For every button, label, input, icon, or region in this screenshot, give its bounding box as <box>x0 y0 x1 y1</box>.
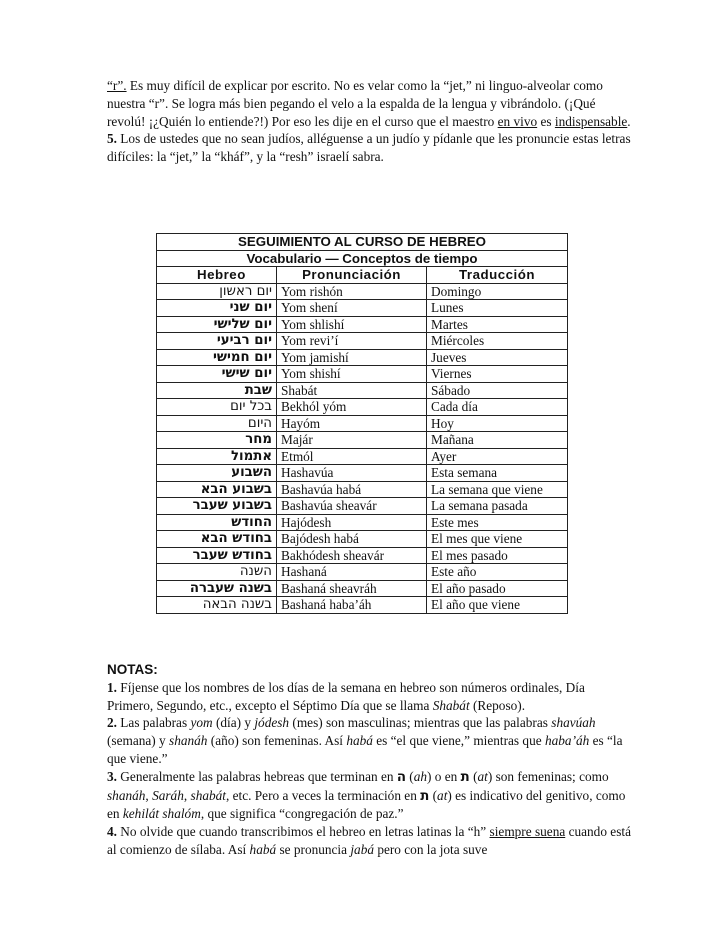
pron-cell: Etmól <box>277 448 427 465</box>
table-row <box>157 498 568 515</box>
note-3 <box>107 768 632 823</box>
hebrew-cell: יום שישי <box>157 366 277 383</box>
trad-cell: Viernes <box>427 366 568 383</box>
note-4-haba: habá <box>249 841 277 857</box>
note-3-text-d: ( <box>469 768 478 784</box>
note-1-text: Fíjense que los nombres de los días de la semana en hebreo son números ordinales, Día Primero, Segundo, etc., excepto el Séptimo Día que se llama <box>107 679 585 713</box>
table-row <box>157 366 568 383</box>
pron-cell: Yom shishí <box>277 366 427 383</box>
trad-cell: Domingo <box>427 283 568 300</box>
pron-cell: Yom revi’í <box>277 333 427 350</box>
hebrew-cell: בשנה שעברה <box>157 580 277 597</box>
trad-cell: El año pasado <box>427 580 568 597</box>
note-3-text-b: ( <box>405 768 414 784</box>
hebrew-cell: היום <box>157 415 277 432</box>
intro-dot: . <box>627 113 631 129</box>
table-row <box>157 481 568 498</box>
note-2-text-f: es “el que viene,” mientras que <box>372 733 545 749</box>
intro-text: Es muy difícil de explicar por escrito. No es velar como la “jet,” ni linguo-alveolar como nuestra “r”. Se logra más bien pegando el velo a la espalda de la lengua y vibrándolo. (¡Qué revolú! ¡¿Quién lo entiende?!) Por eso les dije en el curso que el maestro <box>107 78 603 129</box>
note-4-siempre: siempre suena <box>489 824 566 840</box>
table-row <box>157 564 568 581</box>
pron-cell: Bashavúa sheavár <box>277 498 427 515</box>
hebrew-cell: יום חמישי <box>157 349 277 366</box>
note-2-shavuah: shavúah <box>551 715 596 731</box>
trad-cell: Miércoles <box>427 333 568 350</box>
note-3-shabat: shabát <box>190 787 226 803</box>
note-1 <box>107 679 632 715</box>
note-3-tav-letter: ת <box>460 769 470 785</box>
r-letter: “r”. <box>107 78 127 93</box>
hebrew-cell: בחודש הבא <box>157 531 277 548</box>
trad-cell: Esta semana <box>427 465 568 482</box>
table-row <box>157 448 568 465</box>
note-2 <box>107 714 632 767</box>
pron-cell: Bashaná haba’áh <box>277 597 427 614</box>
en-vivo: en vivo <box>497 113 538 129</box>
note-2-haba: habá <box>346 733 373 749</box>
trad-cell: El año que viene <box>427 597 568 614</box>
note-1-shabat: Shabát <box>432 697 470 713</box>
indispensable: indispensable <box>554 113 628 129</box>
hebrew-cell: שבת <box>157 382 277 399</box>
pron-cell: Bekhól yóm <box>277 399 427 416</box>
trad-cell: Martes <box>427 316 568 333</box>
header-traduccion: Traducción <box>427 267 568 284</box>
note-3-text-g: , <box>183 787 191 803</box>
notes-title: NOTAS: <box>107 662 158 677</box>
trad-cell: Cada día <box>427 399 568 416</box>
table-row <box>157 514 568 531</box>
table-row <box>157 399 568 416</box>
hebrew-cell: יום רביעי <box>157 333 277 350</box>
hebrew-cell: בשנה הבאה <box>157 597 277 614</box>
trad-cell: La semana pasada <box>427 498 568 515</box>
pron-cell: Yom shení <box>277 300 427 317</box>
note-3-tav-letter-2: ת <box>420 788 430 804</box>
notes-section <box>107 661 632 859</box>
pron-cell: Yom rishón <box>277 283 427 300</box>
hebrew-cell: יום שני <box>157 300 277 317</box>
table-row <box>157 349 568 366</box>
note-3-number: 3. <box>107 768 117 784</box>
hebrew-cell: בחודש שעבר <box>157 547 277 564</box>
note-4-text: No olvide que cuando transcribimos el hebreo en letras latinas la “h” <box>116 824 490 840</box>
table-row <box>157 432 568 449</box>
hebrew-cell: השנה <box>157 564 277 581</box>
table-row <box>157 300 568 317</box>
note-2-text-d: (semana) y <box>107 733 170 749</box>
note-3-text-k: , que significa “congregación de paz.” <box>200 806 404 822</box>
hebrew-cell: החודש <box>157 514 277 531</box>
hebrew-cell: בכל יום <box>157 399 277 416</box>
table-subtitle: Vocabulario — Conceptos de tiempo <box>157 250 568 267</box>
hebrew-cell: בשבוע הבא <box>157 481 277 498</box>
note-3-text: Generalmente las palabras hebreas que terminan en <box>116 768 397 784</box>
note-4-text-b: cuando está al comienzo de sílaba. Así <box>107 824 631 857</box>
note-4-number: 4. <box>107 824 117 840</box>
note-3-kehilat: kehilát shalóm <box>122 806 201 822</box>
table-row <box>157 382 568 399</box>
trad-cell: Mañana <box>427 432 568 449</box>
pron-cell: Hajódesh <box>277 514 427 531</box>
trad-cell: Hoy <box>427 415 568 432</box>
table-row <box>157 283 568 300</box>
note-2-habaah: haba’áh <box>544 733 590 749</box>
note-2-yom: yom <box>190 715 213 731</box>
header-pronunciacion: Pronunciación <box>277 267 427 284</box>
hebrew-cell: יום שלישי <box>157 316 277 333</box>
table-row <box>157 531 568 548</box>
table-row <box>157 316 568 333</box>
table-title: SEGUIMIENTO AL CURSO DE HEBREO <box>157 234 568 251</box>
note-3-he-letter: ה <box>396 769 406 785</box>
trad-cell: Este año <box>427 564 568 581</box>
hebrew-cell: יום ראשון <box>157 283 277 300</box>
trad-cell: El mes que viene <box>427 531 568 548</box>
note-3-text-h: , etc. Pero a veces la terminación en <box>225 787 421 803</box>
note-4-text-d: pero con la jota suve <box>374 841 488 857</box>
intro-paragraph <box>107 77 632 166</box>
note-3-at: at <box>477 768 488 784</box>
note-3-shanah: shanáh <box>107 787 146 803</box>
pron-cell: Bajódesh habá <box>277 531 427 548</box>
note-2-number: 2. <box>107 715 117 731</box>
note-3-text-c: ) o en <box>427 768 461 784</box>
trad-cell: Jueves <box>427 349 568 366</box>
hebrew-cell: השבוע <box>157 465 277 482</box>
table-row <box>157 597 568 614</box>
trad-cell: Lunes <box>427 300 568 317</box>
pron-cell: Hashavúa <box>277 465 427 482</box>
note-2-text-c: (mes) son masculinas; mientras que las palabras <box>289 715 552 731</box>
note-3-ah: ah <box>413 768 428 784</box>
trad-cell: Este mes <box>427 514 568 531</box>
table-row <box>157 580 568 597</box>
trad-cell: La semana que viene <box>427 481 568 498</box>
note-4-text-c: se pronuncia <box>276 841 351 857</box>
pron-cell: Yom jamishí <box>277 349 427 366</box>
pron-cell: Bashavúa habá <box>277 481 427 498</box>
note-3-text-f: , <box>145 787 153 803</box>
trad-cell: El mes pasado <box>427 547 568 564</box>
note-2-text: Las palabras <box>116 715 191 731</box>
trad-cell: Sábado <box>427 382 568 399</box>
note-2-shanah: shanáh <box>169 733 208 749</box>
table-row <box>157 415 568 432</box>
trad-cell: Ayer <box>427 448 568 465</box>
note-2-text-b: (día) y <box>212 715 255 731</box>
pron-cell: Hashaná <box>277 564 427 581</box>
pron-cell: Shabát <box>277 382 427 399</box>
hebrew-cell: מחר <box>157 432 277 449</box>
note-2-jodesh: jódesh <box>254 715 290 731</box>
note-4-jaba: jabá <box>350 841 374 857</box>
pron-cell: Hayóm <box>277 415 427 432</box>
note-3-at-2: at <box>437 787 448 803</box>
note-4 <box>107 823 632 859</box>
hebrew-cell: בשבוע שעבר <box>157 498 277 515</box>
p5-text: Los de ustedes que no sean judíos, alléguense a un judío y pídanle que les pronuncie estas letras difíciles: la “jet,” la “kháf”, y la “resh” israelí sabra. <box>107 131 631 165</box>
note-1-end: (Reposo). <box>469 697 526 713</box>
note-3-text-i: ( <box>429 787 438 803</box>
pron-cell: Bashaná sheavráh <box>277 580 427 597</box>
table-row <box>157 465 568 482</box>
table-row <box>157 333 568 350</box>
note-3-sarah: Saráh <box>152 787 184 803</box>
p5-number: 5. <box>107 131 117 147</box>
note-3-text-e: ) son femeninas; como <box>487 768 609 784</box>
header-hebreo: Hebreo <box>157 267 277 284</box>
hebrew-cell: אתמול <box>157 448 277 465</box>
note-2-text-e: (año) son femeninas. Así <box>207 733 347 749</box>
note-1-number: 1. <box>107 679 117 695</box>
note-3-text-j: ) es indicativo del genitivo, como en <box>107 787 626 822</box>
pron-cell: Bakhódesh sheavár <box>277 547 427 564</box>
pron-cell: Yom shlishí <box>277 316 427 333</box>
pron-cell: Majár <box>277 432 427 449</box>
intro-es: es <box>537 113 555 129</box>
note-2-text-g: es “la que viene.” <box>107 733 623 766</box>
vocab-table <box>156 233 568 614</box>
table-row <box>157 547 568 564</box>
